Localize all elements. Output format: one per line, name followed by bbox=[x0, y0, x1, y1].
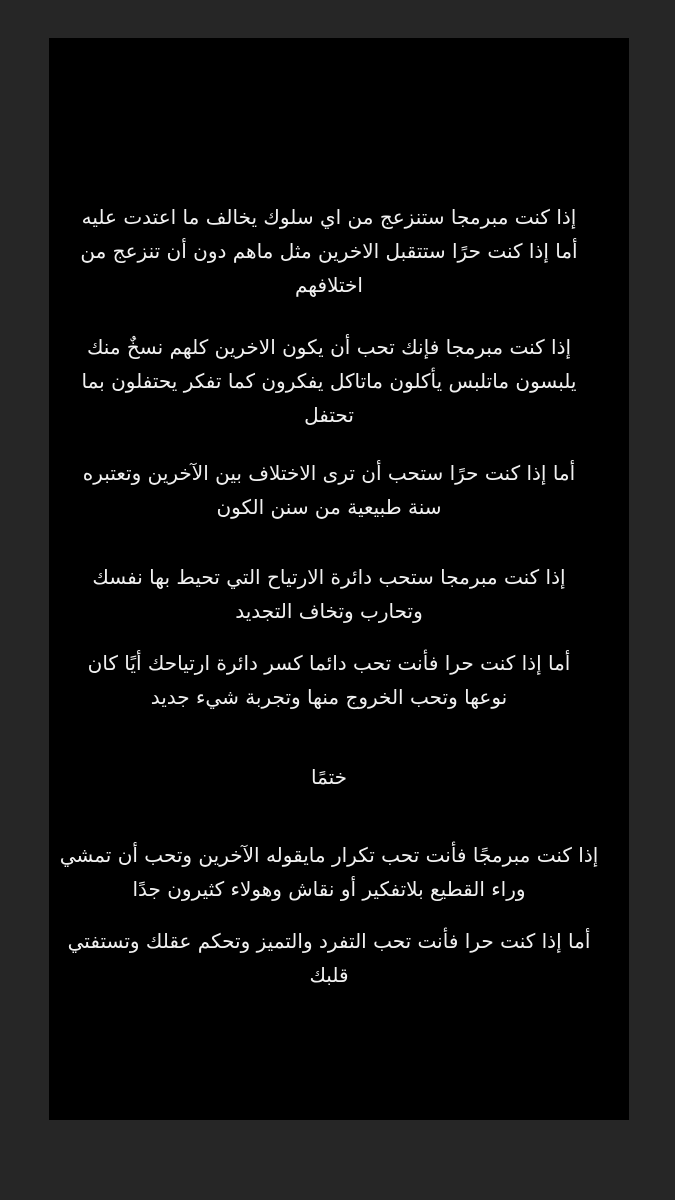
text-line: إذا كنت مبرمجا فإنك تحب أن يكون الاخرين كلهم نسخٌ منك bbox=[86, 335, 572, 359]
text-line: قلبك bbox=[309, 963, 349, 987]
story-canvas bbox=[49, 38, 629, 1120]
paragraph-6 bbox=[59, 838, 599, 906]
text-line: أما إذا كنت حرًا ستتقبل الاخرين مثل ماهم دون أن تنزعج من bbox=[80, 239, 578, 263]
text-line: وتحارب وتخاف التجديد bbox=[235, 599, 423, 623]
text-line: اختلافهم bbox=[295, 273, 363, 297]
paragraph-2 bbox=[59, 330, 599, 432]
paragraph-1 bbox=[59, 200, 599, 302]
text-line: وراء القطيع بلاتفكير أو نقاش وهولاء كثيرون جدًا bbox=[132, 877, 526, 901]
text-line: نوعها وتحب الخروج منها وتجربة شيء جديد bbox=[150, 685, 508, 709]
text-line: إذا كنت مبرمجا ستنزعج من اي سلوك يخالف ما اعتدت عليه bbox=[81, 205, 577, 229]
text-line: أما إذا كنت حرًا ستحب أن ترى الاختلاف بين الآخرين وتعتبره bbox=[82, 461, 576, 485]
text-line: إذا كنت مبرمجًا فأنت تحب تكرار مايقوله الآخرين وتحب أن تمشي bbox=[59, 843, 599, 867]
paragraph-7 bbox=[59, 924, 599, 992]
text-line: أما إذا كنت حرا فأنت تحب دائما كسر دائرة ارتياحك أيًا كان bbox=[87, 651, 571, 675]
text-line: ختمًا bbox=[310, 765, 348, 789]
text-line: يلبسون ماتلبس يأكلون ماتاكل يفكرون كما تفكر يحتفلون بما bbox=[81, 369, 577, 393]
conclusion-heading bbox=[59, 760, 599, 794]
text-line: تحتفل bbox=[304, 403, 354, 427]
paragraph-4 bbox=[59, 560, 599, 628]
text-line: إذا كنت مبرمجا ستحب دائرة الارتياح التي تحيط بها نفسك bbox=[92, 565, 566, 589]
text-line: سنة طبيعية من سنن الكون bbox=[216, 495, 442, 519]
text-line: أما إذا كنت حرا فأنت تحب التفرد والتميز وتحكم عقلك وتستفتي bbox=[67, 929, 591, 953]
paragraph-3 bbox=[59, 456, 599, 524]
paragraph-5 bbox=[59, 646, 599, 714]
